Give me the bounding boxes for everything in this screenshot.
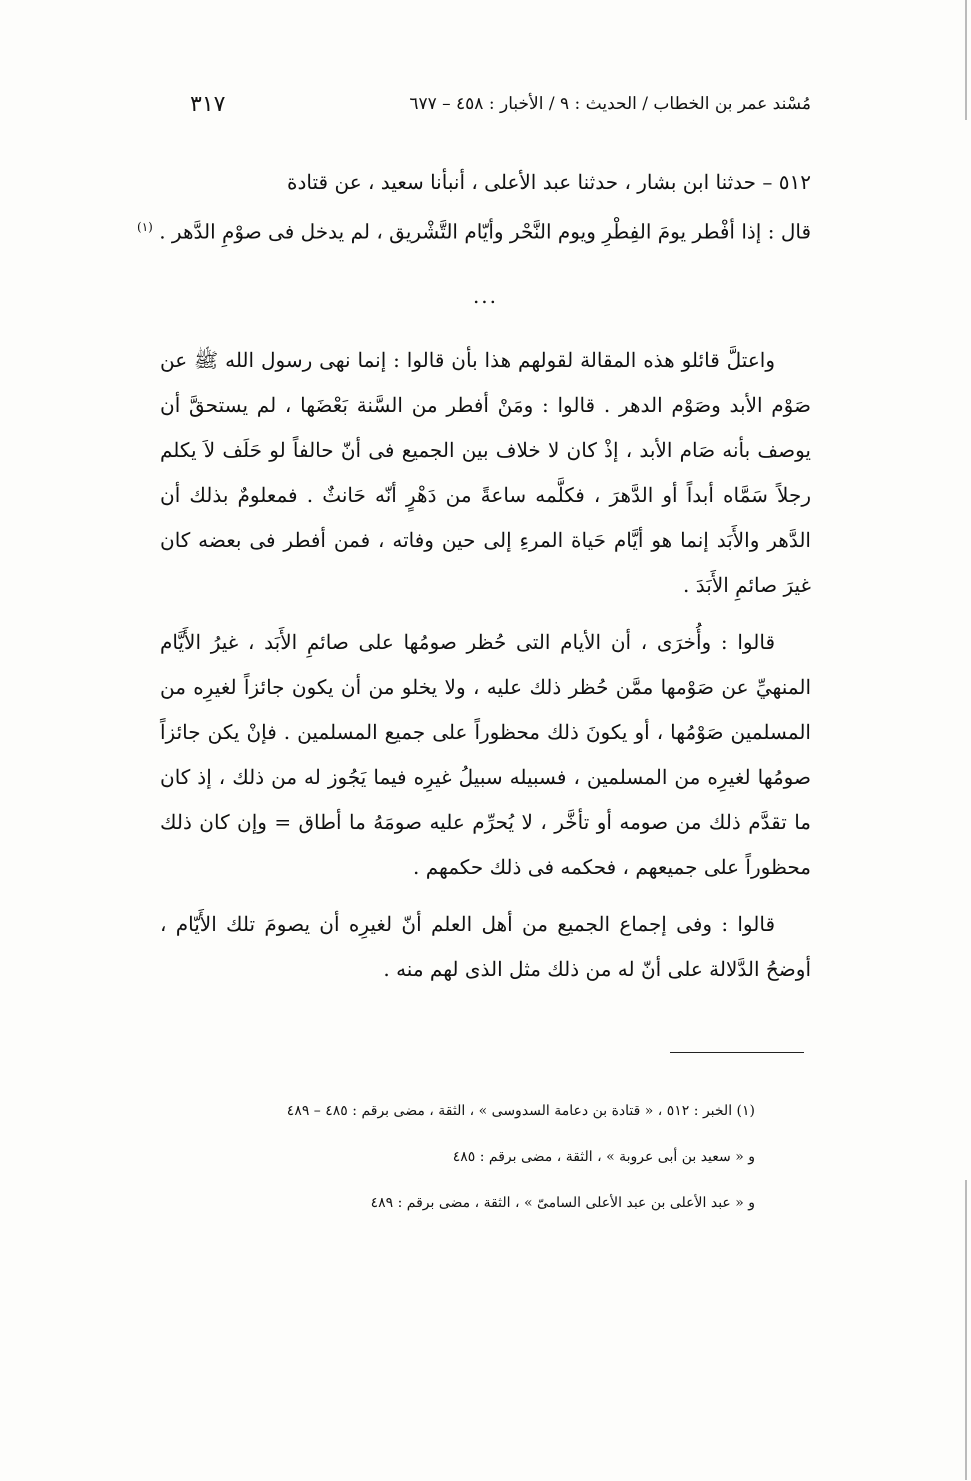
footnote-1: (١) الخبر : ٥١٢ ، « قتادة بن دعامة السدوسى » ، الثقة ، مضى برقم : ٤٨٥ – ٤٨٩: [286, 1103, 755, 1119]
page-number: ٣١٧: [190, 91, 226, 117]
running-title: مُسْند عمر بن الخطاب / الحديث : ٩ / الأخبار : ٤٥٨ – ٦٧٧: [409, 94, 811, 114]
footnote-2: و « سعيد بن أبى عروبة » ، الثقة ، مضى برقم : ٤٨٥: [452, 1149, 755, 1165]
hadith-line-1: ٥١٢ – حدثنا ابن بشار ، حدثنا عبد الأعلى ، أنبأنا سعيد ، عن قتادة: [287, 170, 811, 194]
paragraph-3: قالوا : وفى إجماع الجميع من أهل العلم أنّ لغيرِه أن يصومَ تلك الأَيّام ، أوضحُ الدَّلالة على أنّ له من ذلك مثل الذى لهم منه .: [160, 912, 811, 981]
scan-edge-mark: [965, 0, 967, 120]
hadith-line-2: [137, 205, 811, 255]
footnote-divider: [670, 1052, 804, 1053]
paragraph-2: قالوا : وأُخرَى ، أن الأيام التى حُظر صومُها على صائمِ الأَبَد ، غيرُ الأَيَّام المنهيِّ عن صَوْمها ممَّن حُظر ذلك عليه ، ولا يخلو من أن يكون جائزاً لغيرِه من المسلمين صَوْمُها ، أو يكونَ ذلك محظوراً على جميع المسلمين . فإنْ يكن جائزاً صومُها لغيرِه من المسلمين ، فسبيله سبيلُ غيرِه فيما يَجُوز له من ذلك ، إذ كان ما تقدَّم ذلك من صومه أو تأخَّر ، لا يُحرِّم عليه صومَهُ ما أطاق = وإن كان ذلك محظوراً على جميعهم ، فحكمه فى ذلك حكمهم .: [160, 630, 811, 879]
footnote-3: و « عبد الأعلى بن عبد الأعلى السامىّ » ، الثقة ، مضى برقم : ٤٨٩: [370, 1195, 755, 1211]
paragraph-1: واعتلَّ قائلو هذه المقالة لقولهم هذا بأن قالوا : إنما نهى رسول الله ﷺ عن صَوْم الأبد وصَوْم الدهر . قالوا : ومَنْ أفطر من السَّنة بَعْضَها ، لم يستحقَّ أن يوصف بأنه صَام الأبد ، إذْ كان لا خلاف بين الجميع فى أنّ حالفاً لو حَلَف لاَ يكلم رجلاً سَمَّاه أبداً أو الدَّهرَ ، فكلَّمه ساعةً من دَهْرٍ أنّه حَانثٌ . فمعلومٌ بذلك أن الدَّهر والأَبَد إنما هو أيَّام حَياة المرءِ إلى حين وفاته ، فمن أفطر فى بعضه كان غيرَ صائمِ الأَبَدَ .: [160, 348, 811, 597]
hadith-512: [137, 160, 811, 255]
footnotes: [190, 1088, 755, 1226]
scan-edge-mark: [965, 1180, 967, 1480]
footnote-reference: (١): [137, 220, 153, 234]
hadith-line-2-text: قال : إذا أفْطر يومَ الفِطْرِ ويوم النَّحْر وأيّام التَّشْريق ، لم يدخل فى صوْمِ الدَّهر .: [159, 219, 811, 244]
section-separator: ...: [472, 284, 499, 308]
running-header: [190, 84, 811, 124]
commentary: [160, 338, 811, 1004]
